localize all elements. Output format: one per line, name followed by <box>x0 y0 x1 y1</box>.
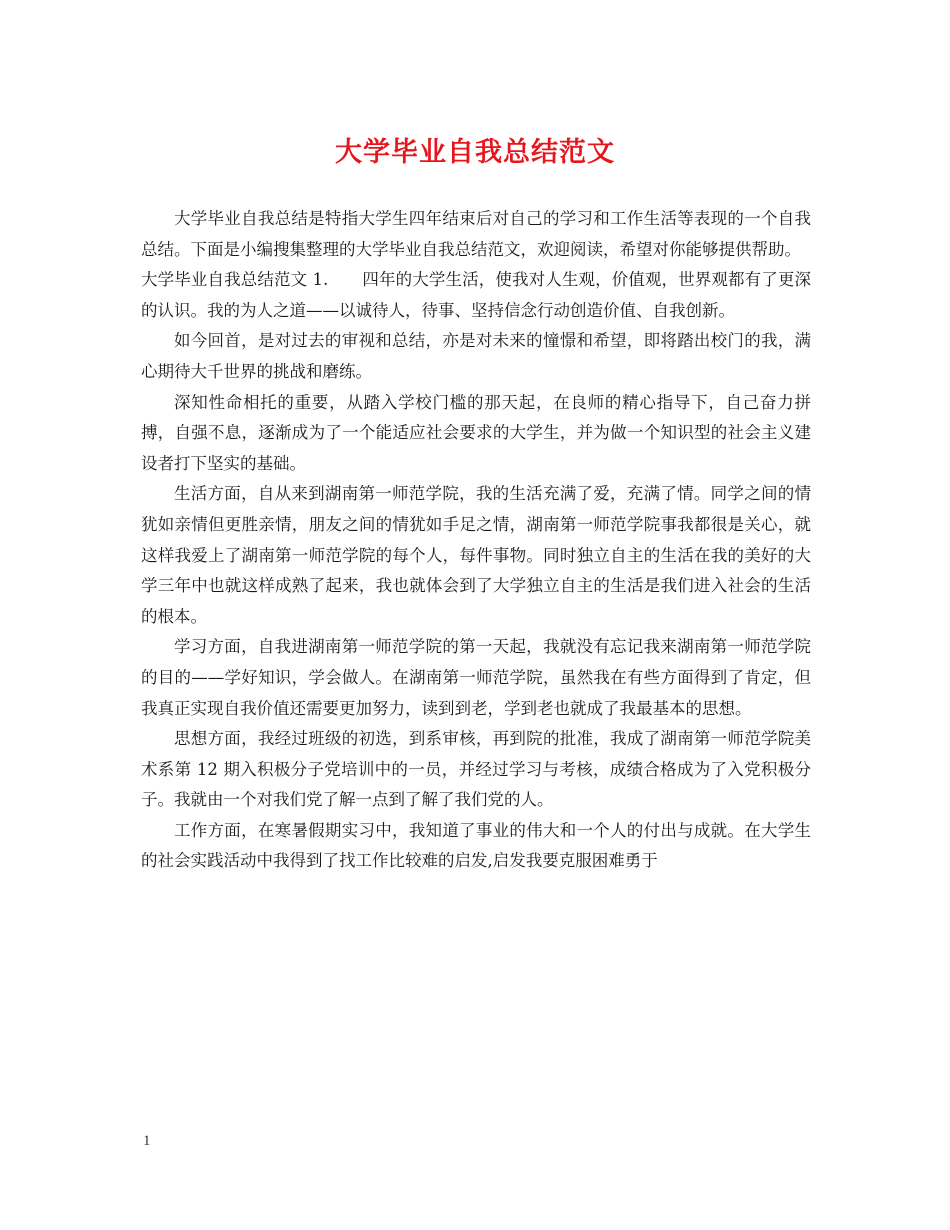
paragraph-life: 生活方面，自从来到湖南第一师范学院，我的生活充满了爱，充满了情。同学之间的情犹如亲情但更胜亲情，朋友之间的情犹如手足之情，湖南第一师范学院事我都很是关心，就这样我爱上了湖南第一师范学院的每个人，每件事物。同时独立自主的生活在我的美好的大学三年中也就这样成熟了起来，我也就体会到了大学独立自主的生活是我们进入社会的生活的根本。 <box>141 484 811 626</box>
paragraph-thought: 思想方面，我经过班级的初选，到系审核，再到院的批准，我成了湖南第一师范学院美术系第 12 期入积极分子党培训中的一员，并经过学习与考核，成绩合格成为了入党积极分子。我就由一个对我们党了解一点到了解了我们党的人。 <box>141 729 811 810</box>
paragraph-reflection: 如今回首，是对过去的审视和总结，亦是对未来的憧憬和希望，即将踏出校门的我，满心期待大千世界的挑战和磨练。 <box>141 331 811 381</box>
document-title: 大学毕业自我总结范文 <box>335 137 615 168</box>
intro-paragraph: 大学毕业自我总结是特指大学生四年结束后对自己的学习和工作生活等表现的一个自我总结。下面是小编搜集整理的大学毕业自我总结范文，欢迎阅读，希望对你能够提供帮助。 <box>141 209 811 259</box>
paragraph-effort: 深知性命相托的重要，从踏入学校门槛的那天起，在良师的精心指导下，自己奋力拼搏，自强不息，逐渐成为了一个能适应社会要求的大学生，并为做一个知识型的社会主义建设者打下坚实的基础。 <box>141 392 811 473</box>
section-heading: 大学毕业自我总结范文 1. <box>141 270 329 290</box>
paragraph-study: 学习方面，自我进湖南第一师范学院的第一天起，我就没有忘记我来湖南第一师范学院的目的——学好知识，学会做人。在湖南第一师范学院，虽然我在有些方面得到了肯定，但我真正实现自我价值还需要更加努力，读到到老，学到老也就成了我最基本的思想。 <box>141 637 811 718</box>
document-body <box>141 204 811 877</box>
page-number: 1 <box>143 1133 151 1149</box>
paragraph-work: 工作方面，在寒暑假期实习中，我知道了事业的伟大和一个人的付出与成就。在大学生的社会实践活动中我得到了找工作比较难的启发,启发我要克服困难勇于 <box>141 820 811 871</box>
section-paragraph <box>141 265 811 326</box>
section-text: 四年的大学生活，使我对人生观，价值观，世界观都有了更深的认识。我的为人之道——以诚待人，待事、坚持信念行动创造价值、自我创新。 <box>141 270 811 320</box>
